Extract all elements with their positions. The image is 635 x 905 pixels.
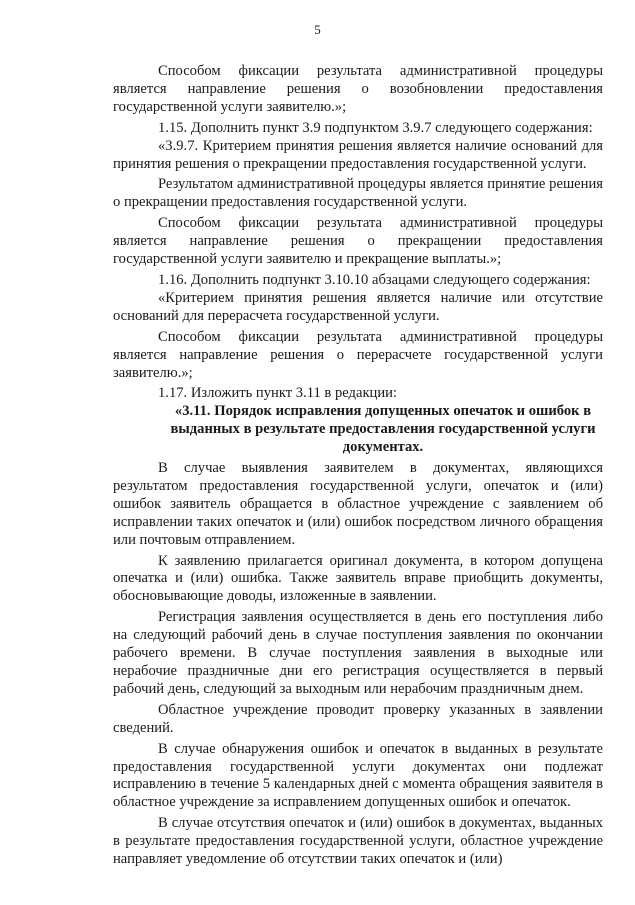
paragraph: В случае отсутствия опечаток и (или) ошибок в документах, выданных в результате предоставления государственной услуги, областное учреждение направляет уведомление об отсутствии таких опечаток и (или) xyxy=(113,815,603,868)
paragraph: Областное учреждение проводит проверку указанных в заявлении сведений. xyxy=(113,701,603,736)
paragraph: «Критерием принятия решения является наличие или отсутствие оснований для перерасчета государственной услуги. xyxy=(113,289,603,324)
paragraph: Способом фиксации результата административной процедуры является направление решения о перерасчете государственной услуги заявителю.»; xyxy=(113,328,603,381)
paragraph: 1.17. Изложить пункт 3.11 в редакции: xyxy=(158,385,398,402)
paragraph: Способом фиксации результата административной процедуры является направление решения о прекращении предоставления государственной услуги заявителю и прекращение выплаты.»; xyxy=(113,215,603,268)
paragraph: Результатом административной процедуры является принятие решения о прекращении предоставления государственной услуги. xyxy=(113,176,603,211)
paragraph: 1.16. Дополнить подпункт 3.10.10 абзацами следующего содержания: xyxy=(158,271,591,288)
paragraph: В случае обнаружения ошибок и опечаток в выданных в результате предоставления государственной услуги документах они подлежат исправлению в течение 5 календарных дней с момента обращения заявителя в областное учреждение за исправлением допущенных ошибок и опечаток. xyxy=(113,740,603,811)
paragraph: 1.15. Дополнить пункт 3.9 подпунктом 3.9.7 следующего содержания: xyxy=(158,119,593,136)
section-heading: «3.11. Порядок исправления допущенных опечаток и ошибок в выданных в результате предоставления государственной услуги документах. xyxy=(170,403,596,456)
paragraph: Регистрация заявления осуществляется в день его поступления либо на следующий рабочий день в случае поступления заявления по окончании рабочего времени. В случае поступления заявления в выходные или нерабочие праздничные дни его регистрация осуществляется в первый рабочий день, следующий за выходным или нерабочим праздничным днем. xyxy=(113,609,603,697)
document-body xyxy=(113,63,603,869)
paragraph: К заявлению прилагается оригинал документа, в котором допущена опечатка и (или) ошибка. Также заявитель вправе приобщить документы, обосновывающие доводы, изложенные в заявлении. xyxy=(113,552,603,605)
paragraph: В случае выявления заявителем в документах, являющихся результатом предоставления государственной услуги, опечаток и (или) ошибок заявитель обращается в областное учреждение с заявлением об исправлении таких опечаток и (или) ошибок посредством личного обращения или почтовым отправлением. xyxy=(113,460,603,548)
paragraph: Способом фиксации результата административной процедуры является направление решения о возобновлении предоставления государственной услуги заявителю.»; xyxy=(113,63,603,115)
page-number: 5 xyxy=(314,22,321,37)
paragraph: «3.9.7. Критерием принятия решения является наличие оснований для принятия решения о прекращении предоставления государственной услуги. xyxy=(113,137,603,172)
